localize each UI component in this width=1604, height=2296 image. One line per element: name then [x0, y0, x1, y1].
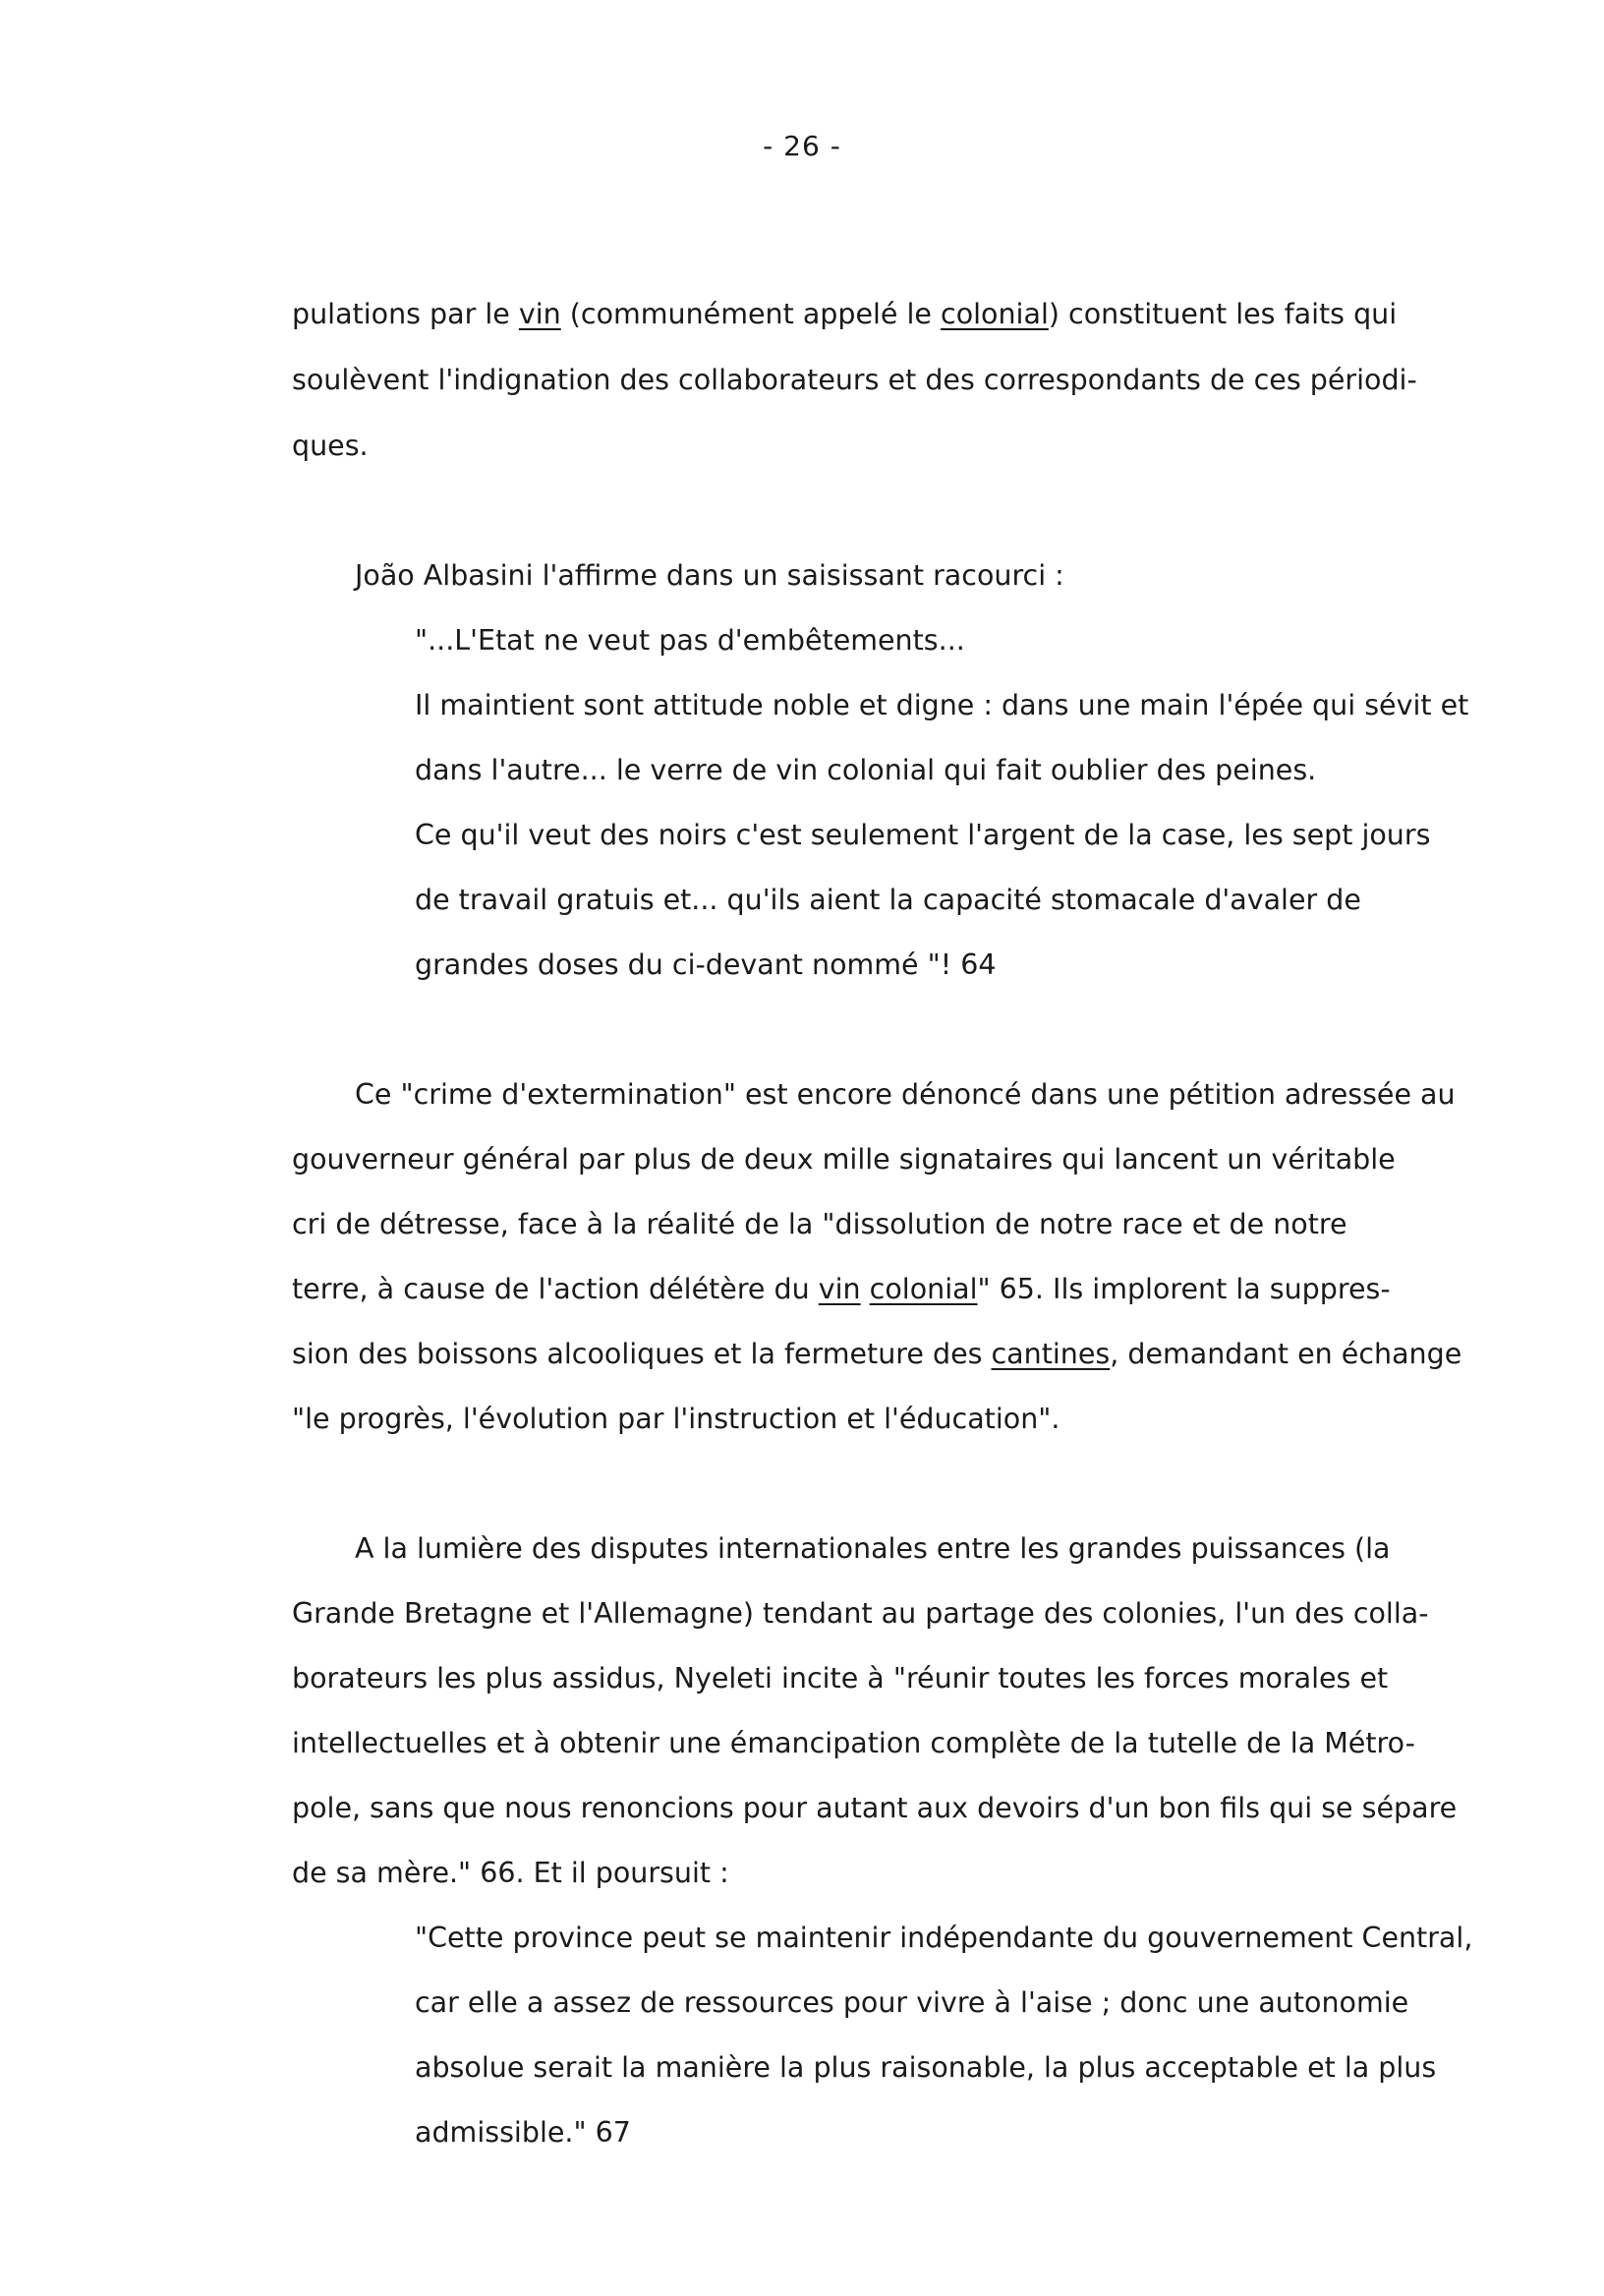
- paragraph-line: de sa mère." 66. Et il poursuit :: [292, 1857, 729, 1889]
- paragraph-line: intellectuelles et à obtenir une émancipation complète de la tutelle de la Métro-: [292, 1727, 1415, 1759]
- paragraph-line: "le progrès, l'évolution par l'instruction et l'éducation".: [292, 1403, 1060, 1435]
- quote-line: Ce qu'il veut des noirs c'est seulement l'argent de la case, les sept jours: [415, 819, 1431, 851]
- paragraph-line: Grande Bretagne et l'Allemagne) tendant au partage des colonies, l'un des colla-: [292, 1597, 1429, 1630]
- paragraph-line: cri de détresse, face à la réalité de la "dissolution de notre race et de notre: [292, 1208, 1347, 1240]
- paragraph-line: pole, sans que nous renoncions pour autant aux devoirs d'un bon fils qui se sépare: [292, 1792, 1458, 1824]
- quote-line: admissible." 67: [415, 2116, 631, 2149]
- text-segment: ) constituent les faits qui: [1048, 298, 1398, 330]
- paragraph-line: [292, 298, 1398, 330]
- underlined-term: colonial: [869, 1273, 978, 1305]
- paragraph-line: João Albasini l'affirme dans un saisissant racourci :: [355, 559, 1064, 592]
- underlined-term: colonial: [941, 298, 1049, 330]
- text-segment: terre, à cause de l'action délétère du: [292, 1273, 819, 1305]
- paragraph-line: ques.: [292, 430, 369, 462]
- underlined-term: cantines: [991, 1338, 1111, 1370]
- quote-line: Il maintient sont attitude noble et digne : dans une main l'épée qui sévit et: [415, 689, 1469, 721]
- quote-line: "...L'Etat ne veut pas d'embêtements...: [415, 624, 965, 657]
- page-number: - 26 -: [763, 130, 841, 162]
- quote-line: absolue serait la manière la plus raisonable, la plus acceptable et la plus: [415, 2051, 1437, 2084]
- quote-line: grandes doses du ci-devant nommé "! 64: [415, 948, 997, 981]
- text-segment: [861, 1273, 870, 1305]
- paragraph-line: A la lumière des disputes internationales entre les grandes puissances (la: [355, 1532, 1391, 1565]
- text-segment: , demandant en échange: [1110, 1338, 1462, 1370]
- text-segment: pulations par le: [292, 298, 519, 330]
- text-segment: " 65. Ils implorent la suppres-: [977, 1273, 1391, 1305]
- quote-line: "Cette province peut se maintenir indépendante du gouvernement Central,: [415, 1922, 1473, 1954]
- paragraph-line: Ce "crime d'extermination" est encore dénoncé dans une pétition adressée au: [355, 1078, 1456, 1111]
- underlined-term: vin: [518, 298, 561, 330]
- quote-line: car elle a assez de ressources pour vivre à l'aise ; donc une autonomie: [415, 1986, 1409, 2019]
- text-segment: (communément appelé le: [560, 298, 942, 330]
- quote-line: de travail gratuis et... qu'ils aient la capacité stomacale d'avaler de: [415, 884, 1361, 916]
- quote-line: dans l'autre... le verre de vin colonial qui fait oublier des peines.: [415, 754, 1317, 786]
- paragraph-line: borateurs les plus assidus, Nyeleti incite à "réunir toutes les forces morales et: [292, 1662, 1389, 1694]
- paragraph-line: [292, 1338, 1462, 1370]
- text-segment: sion des boissons alcooliques et la fermeture des: [292, 1338, 992, 1370]
- paragraph-line: soulèvent l'indignation des collaborateurs et des correspondants de ces périodi-: [292, 364, 1417, 396]
- paragraph-line: gouverneur général par plus de deux mille signataires qui lancent un véritable: [292, 1143, 1396, 1176]
- underlined-term: vin: [818, 1273, 861, 1305]
- paragraph-line: [292, 1273, 1391, 1305]
